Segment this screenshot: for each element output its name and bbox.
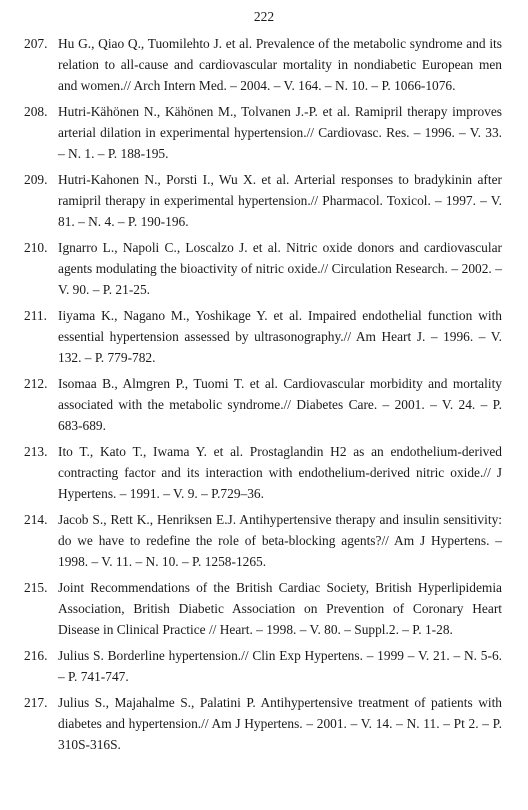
reference-text: Isomaa B., Almgren P., Tuomi T. et al. Cardiovascular morbidity and mortality associated with the metabolic syndrome.// Diabetes Care. – 2001. – V. 24. – P. 683-689.: [58, 376, 502, 434]
reference-number: 214.: [24, 512, 48, 527]
reference-item: [24, 237, 502, 301]
reference-list: [24, 33, 502, 760]
reference-item: [24, 373, 502, 437]
reference-text: Jacob S., Rett K., Henriksen E.J. Antihypertensive therapy and insulin sensitivity: do we have to redefine the role of beta-blocking agents?// Am J Hypertens. – 1998. – V. 11. – N. 10. – P. 1258-1265.: [58, 512, 502, 570]
reference-number: 216.: [24, 648, 48, 663]
reference-number: 217.: [24, 694, 48, 710]
reference-item: [24, 509, 502, 573]
reference-number: 211.: [24, 308, 47, 323]
reference-item: [24, 692, 502, 756]
reference-item: [24, 169, 502, 233]
reference-text: Ignarro L., Napoli C., Loscalzo J. et al. Nitric oxide donors and cardiovascular agents modulating the bioactivity of nitric oxide.// Circulation Research. – 2002. – V. 90. – P. 21-25.: [58, 240, 502, 298]
reference-number: 215.: [24, 580, 48, 595]
reference-item: [24, 441, 502, 505]
reference-item: [24, 577, 502, 641]
reference-number: 209.: [24, 172, 48, 187]
reference-item: [24, 305, 502, 369]
reference-number: 212.: [24, 376, 48, 391]
reference-number: 210.: [24, 240, 48, 255]
reference-text: Hutri-Kähönen N., Kähönen M., Tolvanen J.-P. et al. Ramipril therapy improves arterial dilation in experimental hypertension.// Cardiovasc. Res. – 1996. – V. 33. – N. 1. – P. 188-195.: [58, 104, 502, 162]
reference-item: [24, 101, 502, 165]
reference-text: Julius S. Borderline hypertension.// Clin Exp Hypertens. – 1999 – V. 21. – N. 5-6. – P. 741-747.: [58, 648, 502, 685]
reference-number: 213.: [24, 444, 48, 459]
reference-text: Hu G., Qiao Q., Tuomilehto J. et al. Prevalence of the metabolic syndrome and its relation to all-cause and cardiovascular mortality in nondiabetic European men and women.// Arch Intern Med. – 2004. – V. 164. – N. 10. – P. 1066-1076.: [58, 36, 502, 94]
reference-text: Iiyama K., Nagano M., Yoshikage Y. et al. Impaired endothelial function with essential hypertension assessed by ultrasonography.// Am Heart J. – 1996. – V. 132. – P. 779-782.: [58, 308, 502, 366]
reference-text: Hutri-Kahonen N., Porsti I., Wu X. et al. Arterial responses to bradykinin after ramipril therapy in experimental hypertension.// Pharmacol. Toxicol. – 1997. – V. 81. – N. 4. – P. 190-196.: [58, 172, 502, 230]
reference-text: Julius S., Majahalme S., Palatini P. Antihypertensive treatment of patients with diabetes and hypertension.// Am J Hypertens. – 2001. – V. 14. – N. 11. – Pt 2. – P. 310S-316S.: [58, 694, 502, 753]
reference-text: Ito T., Kato T., Iwama Y. et al. Prostaglandin H2 as an endothelium-derived contracting factor and its interaction with endothelium-derived nitric oxide.// J Hypertens. – 1991. – V. 9. – P.729–36.: [58, 444, 502, 502]
reference-number: 208.: [24, 104, 48, 119]
reference-item: [24, 645, 502, 687]
page-number: 222: [253, 9, 275, 24]
reference-item: [24, 33, 502, 97]
reference-number: 207.: [24, 36, 48, 51]
reference-text: Joint Recommendations of the British Cardiac Society, British Hyperlipidemia Association, British Diabetic Association on Prevention of Coronary Heart Disease in Clinical Practice // Heart. – 1998. – V. 80. – Suppl.2. – P. 1-28.: [58, 580, 502, 638]
